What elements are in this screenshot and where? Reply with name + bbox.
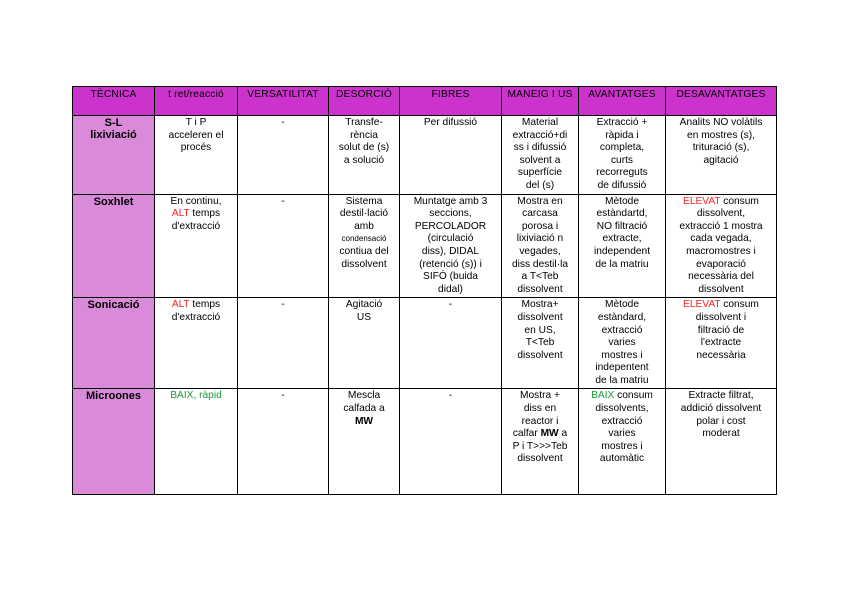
versatilitat-cell: - [238,389,329,495]
avantatges-cell: BAIX consum dissolvents, extracció varies mostres i automàtic [579,389,666,495]
avantatges-cell: Mètode estàndartd, NO filtració extracte, independent de la matriu [579,194,666,298]
desavantatges-cell: Analits NO volàtils en mostres (s), trituració (s), agitació [666,116,777,195]
col-header-versatilitat: VERSATILITAT [238,87,329,116]
col-header-avantatges: AVANTATGES [579,87,666,116]
t-ret-cell [155,389,238,495]
t-ret-cell: ALT temps d'extracció [155,298,238,389]
desorcio-cell: Sistema destil·lació amb condensació contiua del dissolvent [329,194,400,298]
avantatges-cell: Mètode estàndard, extracció varies mostres i indepentent de la matriu [579,298,666,389]
col-header-desavantatges: DESAVANTATGES [666,87,777,116]
col-header-t-ret: t ret/reacció [155,87,238,116]
low-value-text: BAIX, ràpid [170,390,222,402]
table-row [73,194,777,298]
high-value-text: ELEVAT [683,299,721,311]
col-header-tecnica: TÈCNICA [73,87,155,116]
technique-name: Microones [73,389,155,495]
col-header-desorcio: DESORCIÓ [329,87,400,116]
high-value-text: ELEVAT [683,195,721,207]
technique-name: Soxhlet [73,194,155,298]
avantatges-cell: Extracció + ràpida i completa, curts recorreguts de difussió [579,116,666,195]
t-ret-cell: En continu, ALT temps d'extracció [155,194,238,298]
maneig-cell: Material extracció+di ss i difussió solvent a superfície del (s) [502,116,579,195]
techniques-table [72,86,777,495]
desorcio-cell: Transfe- rència solut de (s) a solució [329,116,400,195]
col-header-fibres: FIBRES [400,87,502,116]
low-value-text: BAIX [591,390,615,402]
desavantatges-cell: ELEVAT consum dissolvent i filtració de l'extracte necessària [666,298,777,389]
table-row [73,298,777,389]
desavantatges-cell: ELEVAT consum dissolvent, extracció 1 mostra cada vegada, macromostres i evaporació necessària del dissolvent [666,194,777,298]
technique-name: Sonicació [73,298,155,389]
desorcio-cell: Mescla calfada a MW [329,389,400,495]
table-row [73,116,777,195]
versatilitat-cell: - [238,194,329,298]
high-value-text: ALT [171,208,190,220]
technique-name: S-L lixiviació [73,116,155,195]
fibres-cell: Muntatge amb 3 seccions, PERCOLADOR (circulació diss), DIDAL (retenció (s)) i SIFÓ (buida didal) [400,194,502,298]
desavantatges-cell: Extracte filtrat, addició dissolvent polar i cost moderat [666,389,777,495]
fibres-cell: Per difussió [400,116,502,195]
versatilitat-cell: - [238,116,329,195]
desorcio-cell: Agitació US [329,298,400,389]
t-ret-cell: T i P acceleren el procés [155,116,238,195]
table-row [73,389,777,495]
versatilitat-cell: - [238,298,329,389]
fibres-cell: - [400,389,502,495]
header-row [73,87,777,116]
maneig-cell: Mostra + diss en reactor i calfar MW a P i T>>>Teb dissolvent [502,389,579,495]
maneig-cell: Mostra+ dissolvent en US, T<Teb dissolvent [502,298,579,389]
col-header-maneig: MANEIG I US [502,87,579,116]
fibres-cell: - [400,298,502,389]
maneig-cell: Mostra en carcasa porosa i lixiviació n vegades, diss destil·la a T<Teb dissolvent [502,194,579,298]
high-value-text: ALT [171,299,190,311]
